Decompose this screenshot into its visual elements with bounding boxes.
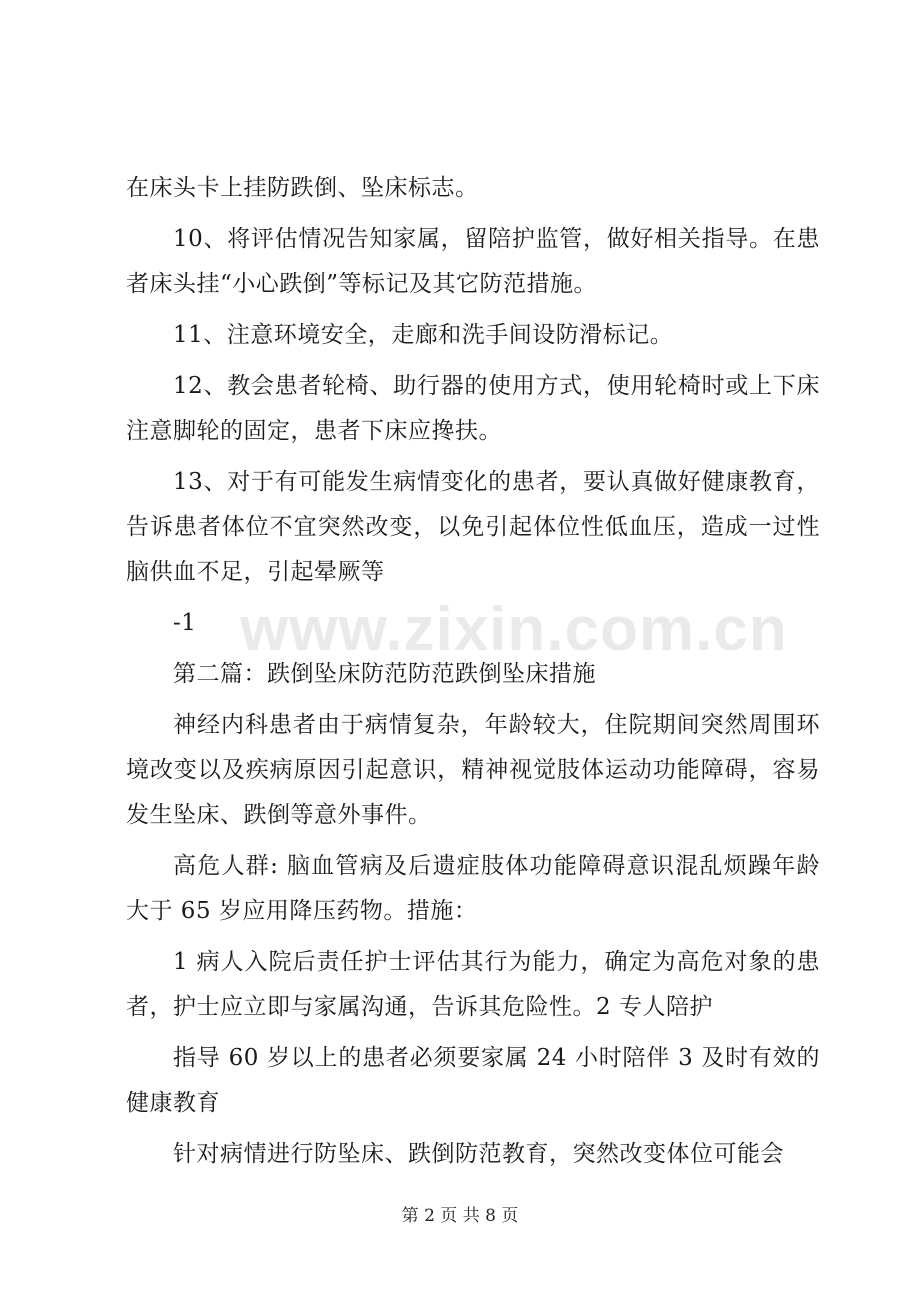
paragraph-11: 针对病情进行防坠床、跌倒防范教育，突然改变体位可能会	[173, 1141, 784, 1167]
paragraph-5: 13、对于有可能发生病情变化的患者，要认真做好健康教育，告诉患者体位不宜突然改变，以免引起体位性低血压，造成一过性脑供血不足，引起晕厥等	[126, 469, 820, 585]
watermark: www.zixin.com.cn	[240, 595, 788, 664]
paragraph-10: 指导 60 岁以上的患者必须要家属 24 小时陪伴 3 及时有效的健康教育	[126, 1045, 820, 1116]
paragraph-3: 11、注意环境安全，走廊和洗手间设防滑标记。	[173, 322, 674, 348]
section-heading: 第二篇：跌倒坠床防范防范跌倒坠床措施	[173, 661, 596, 687]
paragraph-7: 神经内科患者由于病情复杂，年龄较大，住院期间突然周围环境改变以及疾病原因引起意识，精神视觉肢体运动功能障碍，容易发生坠床、跌倒等意外事件。	[126, 712, 820, 828]
paragraph-9: 1 病人入院后责任护士评估其行为能力，确定为高危对象的患者，护士应立即与家属沟通，告诉其危险性。2 专人陪护	[126, 949, 820, 1020]
paragraph-2: 10、将评估情况告知家属，留陪护监管，做好相关指导。在患者床头挂“小心跌倒”等标记及其它防范措施。	[126, 226, 820, 297]
page-footer: 第 2 页 共 8 页	[401, 1206, 519, 1226]
paragraph-1: 在床头卡上挂防跌倒、坠床标志。	[126, 175, 479, 201]
paragraph-4: 12、教会患者轮椅、助行器的使用方式，使用轮椅时或上下床注意脚轮的固定，患者下床应搀扶。	[126, 373, 820, 444]
paragraph-8: 高危人群: 脑血管病及后遗症肢体功能障碍意识混乱烦躁年龄大于 65 岁应用降压药物。措施：	[126, 853, 820, 924]
page-number-marker: -1	[173, 610, 197, 636]
document-body	[126, 166, 820, 1183]
